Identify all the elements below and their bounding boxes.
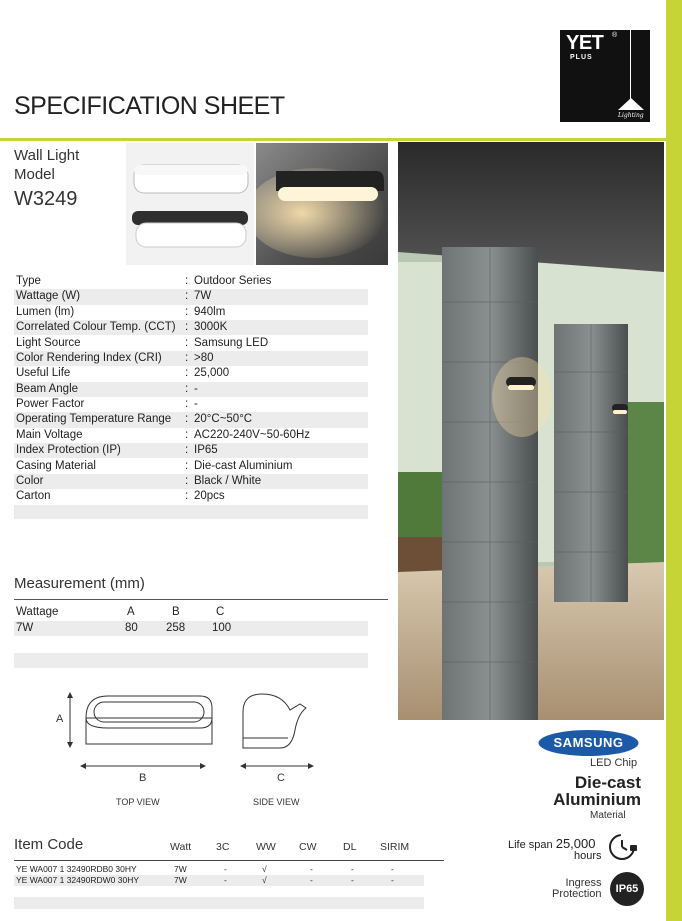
spec-row [14, 459, 368, 474]
ic-header-3c: 3C [216, 841, 230, 853]
spec-label: Main Voltage [16, 428, 83, 441]
spec-row [14, 289, 368, 304]
spec-label: Type [16, 275, 41, 287]
spec-value: 20°C~50°C [194, 413, 253, 426]
meas-value-wattage: 7W [16, 622, 34, 634]
meas-row-bg [14, 621, 368, 636]
ic-cw: - [310, 864, 313, 874]
ic-header-ww: WW [256, 841, 276, 853]
diecast-line1: Die-cast [574, 773, 641, 792]
spec-colon: : [185, 321, 189, 334]
spec-label: Light Source [16, 336, 81, 349]
ic-header-watt: Watt [170, 841, 192, 853]
material-label: Material [590, 810, 626, 821]
brand-tag: Lighting [618, 112, 644, 119]
spec-colon: : [185, 290, 189, 303]
spec-label: Color [16, 474, 44, 487]
lifespan-value: 25,000 [555, 836, 596, 851]
ic-sirim: - [391, 875, 394, 885]
spec-colon: : [185, 382, 189, 395]
spec-label: Useful Life [16, 367, 71, 380]
top-view-caption: TOP VIEW [116, 797, 160, 807]
ic-cw: - [310, 875, 313, 885]
spec-value: 3000K [194, 321, 228, 334]
ic-header-sirim: SIRIM [380, 841, 410, 853]
table-row [14, 875, 424, 886]
spec-label: Color Rendering Index (CRI) [16, 351, 162, 364]
spec-row [14, 351, 368, 366]
ic-ww: √ [262, 864, 267, 874]
ic-watt: 7W [174, 875, 187, 885]
spec-label: Carton [16, 490, 51, 503]
spec-value: AC220-240V~50-60Hz [194, 428, 311, 441]
lifespan-unit: hours [574, 850, 602, 862]
spec-row [14, 489, 368, 504]
meas-value-a: 80 [125, 622, 138, 634]
product-code: W3249 [14, 188, 78, 210]
ic-dl: - [351, 875, 354, 885]
meas-empty-row [14, 653, 368, 668]
ic-watt: 7W [174, 864, 187, 874]
spec-row [14, 305, 368, 320]
product-image-lit [256, 143, 388, 265]
spec-label: Index Protection (IP) [16, 444, 121, 457]
spec-row [14, 412, 368, 427]
clock-icon [608, 832, 638, 862]
spec-value: 20pcs [194, 490, 225, 503]
ingress-line2: Protection [552, 888, 602, 900]
spec-colon: : [185, 351, 189, 364]
spec-table-footer [14, 505, 368, 519]
spec-value: 940lm [194, 305, 226, 318]
spec-colon: : [185, 428, 189, 441]
lifespan-label: Life span [508, 839, 553, 851]
ic-3c: - [224, 864, 227, 874]
spec-label: Correlated Colour Temp. (CCT) [16, 321, 176, 334]
diecast-line2: Aluminium [553, 790, 641, 809]
logo-lamp-cord [630, 30, 631, 100]
ic-header-dl: DL [343, 841, 357, 853]
item-code-title: Item Code [14, 836, 84, 853]
led-chip-label: LED Chip [590, 757, 638, 769]
spec-value: 7W [194, 290, 212, 303]
spec-label: Wattage (W) [16, 290, 81, 303]
measurement-divider [14, 599, 388, 600]
table-row [14, 864, 424, 875]
spec-label: Beam Angle [16, 382, 79, 395]
spec-row [14, 274, 368, 289]
spec-value: - [194, 398, 198, 411]
spec-value: Samsung LED [194, 336, 269, 349]
spec-value: IP65 [194, 444, 218, 457]
ic-3c: - [224, 875, 227, 885]
dim-label-c: C [277, 772, 285, 784]
brand-sub: PLUS [570, 54, 593, 61]
spec-row [14, 336, 368, 351]
meas-header-a: A [127, 606, 135, 618]
dim-label-b: B [139, 772, 147, 784]
spec-value: >80 [194, 351, 214, 364]
spec-label: Lumen (lm) [16, 305, 75, 318]
spec-value: 25,000 [194, 367, 230, 380]
ic-code: YE WA007 1 32490RDW0 30HY [16, 875, 139, 885]
spec-colon: : [185, 474, 189, 487]
dim-label-a: A [56, 713, 64, 725]
ingress-line1: Ingress [565, 877, 602, 889]
brand-name: YET [566, 32, 604, 54]
spec-value: Black / White [194, 474, 262, 487]
spec-colon: : [185, 459, 189, 472]
side-accent-bar [666, 0, 682, 921]
spec-colon: : [185, 367, 189, 380]
meas-header-c: C [216, 606, 225, 618]
lamp-icon [618, 98, 644, 110]
samsung-badge [537, 729, 640, 757]
brand-registered: ® [612, 32, 618, 39]
product-model-label: Model [14, 166, 55, 183]
spec-value: Outdoor Series [194, 275, 272, 287]
ic-ww: √ [262, 875, 267, 885]
product-image-variants [126, 143, 254, 265]
brand-logo [560, 30, 650, 122]
ic-sirim: - [391, 864, 394, 874]
spec-colon: : [185, 490, 189, 503]
side-view-caption: SIDE VIEW [253, 797, 300, 807]
header-divider [0, 138, 666, 141]
item-code-footer [14, 897, 424, 909]
ic-header-cw: CW [299, 841, 317, 853]
lifespan-badge [508, 836, 595, 851]
spec-colon: : [185, 275, 189, 287]
spec-value: - [194, 382, 198, 395]
ingress-label [552, 878, 602, 900]
spec-colon: : [185, 413, 189, 426]
samsung-logo-text: SAMSUNG [553, 735, 624, 750]
spec-row [14, 443, 368, 458]
ip65-badge: IP65 [610, 872, 644, 906]
ic-dl: - [351, 864, 354, 874]
meas-value-c: 100 [212, 622, 232, 634]
spec-value: Die-cast Aluminium [194, 459, 293, 472]
spec-colon: : [185, 336, 189, 349]
meas-header-wattage: Wattage [16, 606, 59, 618]
spec-row [14, 320, 368, 335]
spec-label: Casing Material [16, 459, 96, 472]
spec-row [14, 474, 368, 489]
spec-colon: : [185, 398, 189, 411]
diecast-badge [532, 774, 641, 808]
spec-row [14, 366, 368, 381]
product-category: Wall Light [14, 147, 80, 164]
item-code-divider [14, 860, 444, 861]
dimension-diagram [50, 690, 330, 800]
spec-row [14, 382, 368, 397]
ic-code: YE WA007 1 32490RDB0 30HY [16, 864, 137, 874]
spec-colon: : [185, 444, 189, 457]
spec-colon: : [185, 305, 189, 318]
application-photo [398, 142, 664, 720]
spec-row [14, 428, 368, 443]
page-title: SPECIFICATION SHEET [14, 92, 285, 120]
meas-value-b: 258 [166, 622, 186, 634]
spec-label: Power Factor [16, 398, 85, 411]
spec-label: Operating Temperature Range [16, 413, 172, 426]
meas-header-b: B [172, 606, 180, 618]
measurement-title: Measurement (mm) [14, 575, 145, 592]
spec-row [14, 397, 368, 412]
